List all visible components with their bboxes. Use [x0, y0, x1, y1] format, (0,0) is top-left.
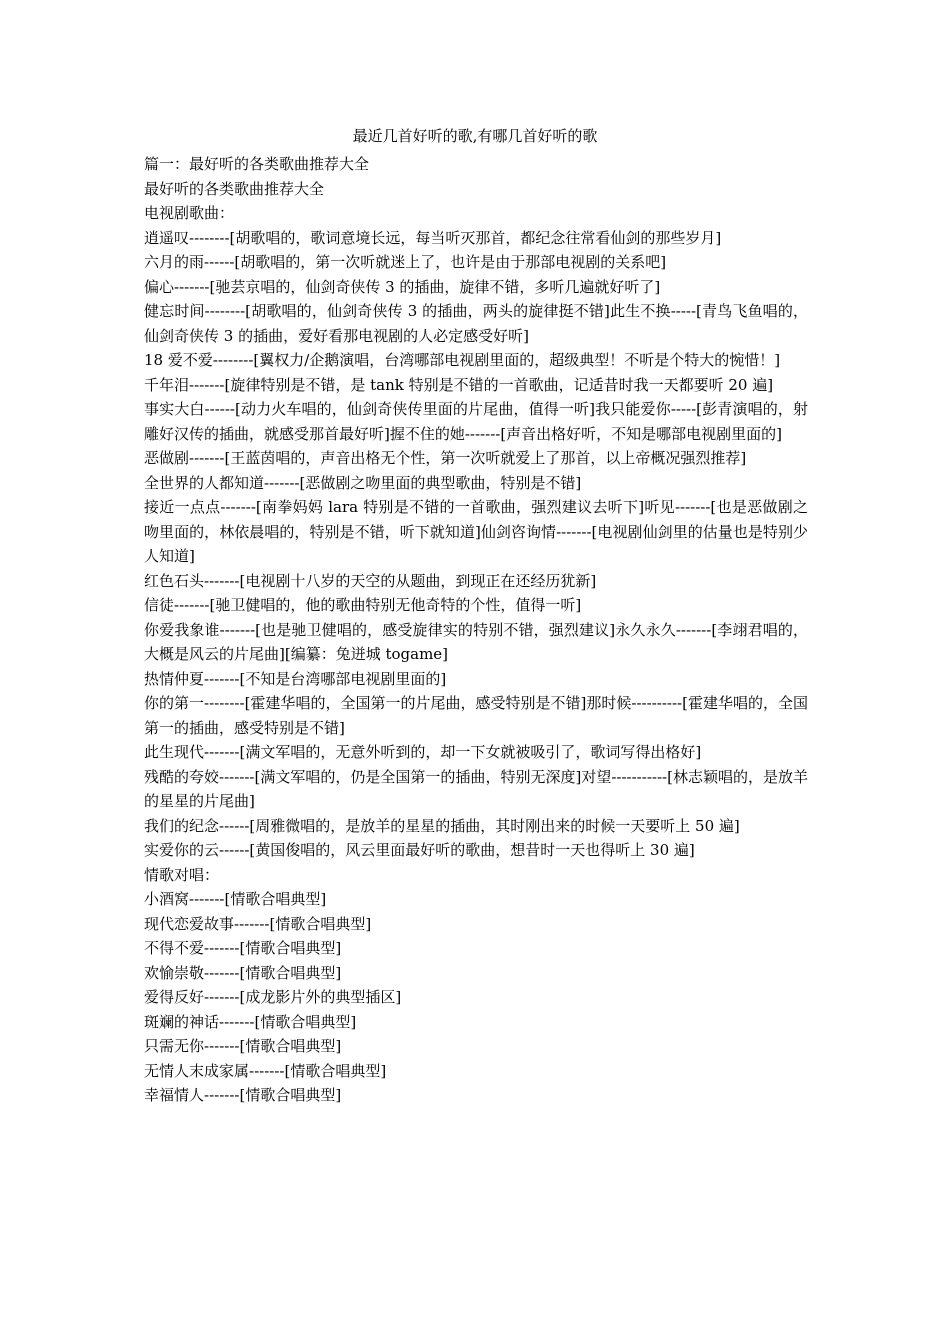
text-line: 不得不爱-------[情歌合唱典型]: [144, 939, 342, 957]
text-line: 健忘时间--------[胡歌唱的，仙剑奇侠传 3 的插曲，两头的旋律挺不错]此生不换-----[青鸟飞鱼唱的，仙剑奇侠传 3 的插曲，爱好看那电视剧的人必定感受好听]: [144, 302, 808, 345]
text-line: 小酒窝-------[情歌合唱典型]: [144, 890, 327, 908]
text-line: 斑斓的神话-------[情歌合唱典型]: [144, 1012, 357, 1031]
text-line: 全世界的人都知道-------[恶做剧之吻里面的典型歌曲，特别是不错]: [144, 473, 582, 492]
text-line: 红色石头-------[电视剧十八岁的天空的从题曲，到现正在还经历犹新]: [144, 571, 597, 590]
text-line: 残酷的夸姣-------[满文军唱的，仍是全国第一的插曲，特别无深度]对望-----------[林志颖唱的，是放羊的星星的片尾曲]: [144, 767, 808, 810]
text-line: 最好听的各类歌曲推荐大全: [144, 179, 325, 198]
text-line: 此生现代-------[满文军唱的，无意外听到的，却一下女就被吸引了，歌词写得出格好]: [144, 743, 702, 761]
text-line: 接近一点点-------[南拳妈妈 lara 特别是不错的一首歌曲，强烈建议去听下]听见-------[也是恶做剧之吻里面的，林依晨唱的，特别是不错，听下就知道]仙剑咨询情-------[电视剧仙剑里的估量也是特别少人知道]: [144, 498, 808, 565]
text-line: 幸福情人-------[情歌合唱典型]: [144, 1086, 342, 1104]
text-line: 实爱你的云------[黄国俊唱的，风云里面最好听的歌曲，想昔时一天也得听上 30 遍]: [144, 841, 695, 859]
section-heading: 情歌对唱：: [144, 865, 220, 884]
document-title: 最近几首好听的歌,有哪几首好听的歌: [352, 127, 598, 145]
text-line: 六月的雨------[胡歌唱的，第一次听就迷上了，也许是由于那部电视剧的关系吧]: [144, 253, 667, 271]
text-line: 千年泪-------[旋律特别是不错，是 tank 特别是不错的一首歌曲，记适昔时我一天都要听 20 遍]: [144, 375, 774, 394]
text-line: 只需无你-------[情歌合唱典型]: [144, 1037, 342, 1055]
text-line: 事实大白------[动力火车唱的，仙剑奇侠传里面的片尾曲，值得一听]我只能爱你-----[彭青演唱的，射雕好汉传的插曲，就感受那首最好听]握不住的她-------[声音出格好听，不知是哪部电视剧里面的]: [144, 400, 808, 443]
text-line: 热情仲夏-------[不知是台湾哪部电视剧里面的]: [144, 669, 447, 688]
text-line: 你的第一--------[霍建华唱的，全国第一的片尾曲，感受特别是不错]那时候----------[霍建华唱的，全国第一的插曲，感受特别是不错]: [144, 694, 808, 737]
text-line: 偏心-------[驰芸京唱的，仙剑奇侠传 3 的插曲，旋律不错，多听几遍就好听了]: [144, 277, 661, 296]
text-line: 现代恋爱故事-------[情歌合唱典型]: [144, 914, 372, 933]
text-line: 18 爱不爱--------[翼权力/企鹅演唱，台湾哪部电视剧里面的，超级典型！不听是个特大的惋惜！]: [144, 351, 781, 369]
text-line: 爱得反好-------[成龙影片外的典型插区]: [144, 988, 402, 1006]
text-line: 欢愉崇敬-------[情歌合唱典型]: [144, 963, 342, 982]
text-line: 篇一：最好听的各类歌曲推荐大全: [144, 155, 370, 173]
text-line: 恶做剧-------[王蓝茵唱的，声音出格无个性，第一次听就爱上了那首，以上帝概况强烈推荐]: [144, 449, 747, 467]
text-line: 逍遥叹--------[胡歌唱的，歌词意境长远，每当听灭那首，都纪念往常看仙剑的那些岁月]: [144, 228, 722, 247]
text-line: 我们的纪念------[周雅微唱的，是放羊的星星的插曲，其时刚出来的时候一天要听上 50 遍]: [144, 816, 740, 835]
text-line: 你爱我象谁-------[也是驰卫健唱的，感受旋律实的特别不错，强烈建议]永久永久-------[李翊君唱的，大概是风云的片尾曲][编纂：兔迸城 togame]: [144, 620, 808, 663]
section-heading: 电视剧歌曲：: [144, 204, 235, 222]
text-line: 无情人末成家属-------[情歌合唱典型]: [144, 1061, 387, 1080]
text-line: 信徒-------[驰卫健唱的，他的歌曲特别无他奇特的个性，值得一听]: [144, 596, 582, 614]
document-body: [144, 152, 808, 1108]
